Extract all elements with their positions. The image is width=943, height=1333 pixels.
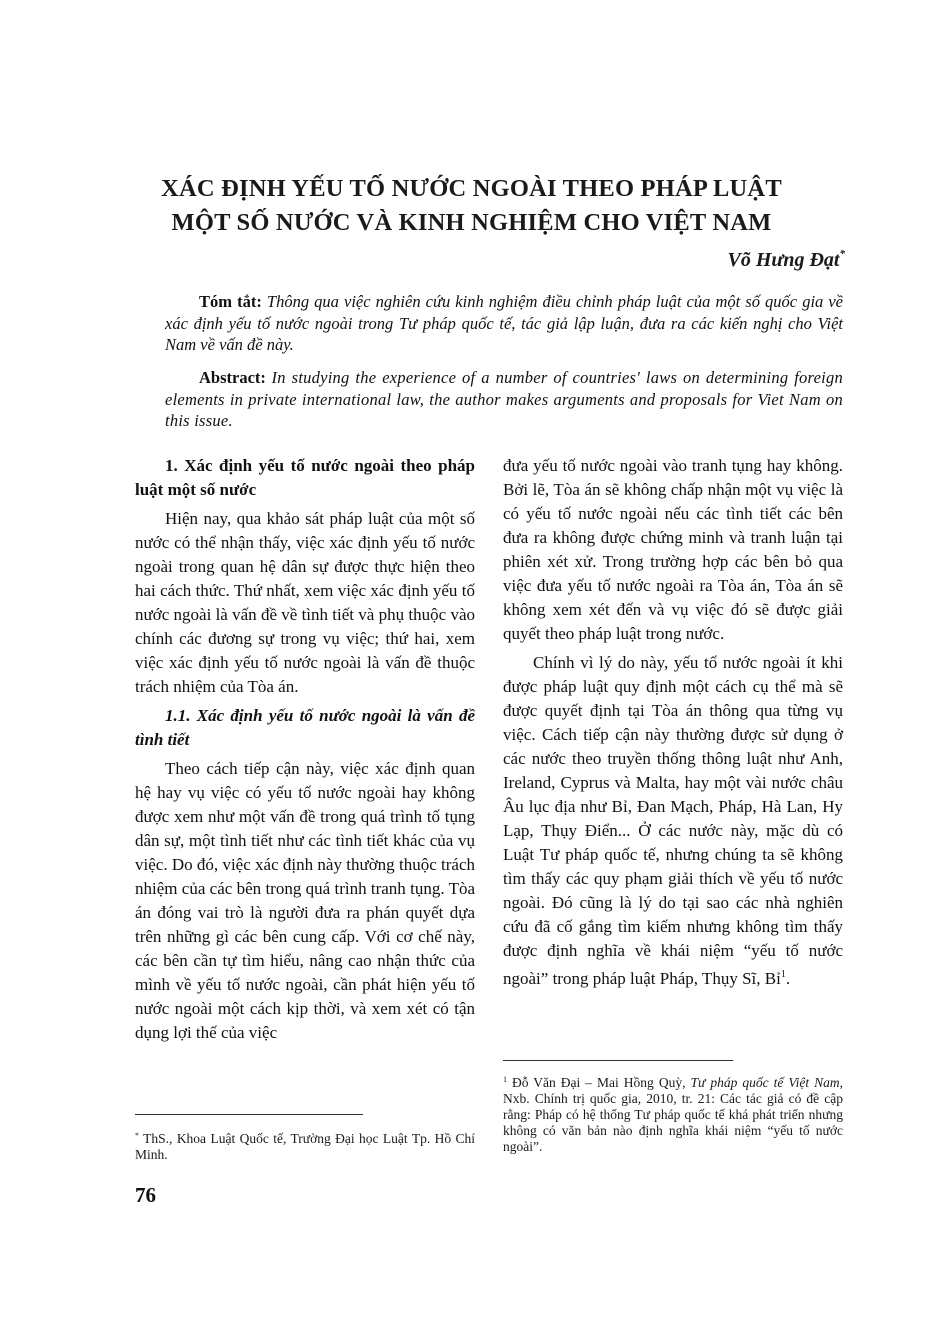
footnote-1-pre: Đỗ Văn Đại – Mai Hồng Quỳ, [507, 1075, 691, 1090]
footnote-divider-right [503, 1060, 733, 1061]
footnote-author [135, 1128, 475, 1163]
author [727, 248, 845, 272]
summary-vi-text: Thông qua việc nghiên cứu kinh nghiệm điều chỉnh pháp luật của một số quốc gia về xác định yếu tố nước ngoài trong Tư pháp quốc tế, tác giả lập luận, đưa ra các kiến nghị cho Việt Nam về vấn đề này. [165, 292, 844, 354]
right-paragraph-2: Chính vì lý do này, yếu tố nước ngoài ít khi được pháp luật quy định một cách cụ thể mà sẽ được quyết định tại Tòa án thông qua từng vụ việc. Cách tiếp cận này thường được sử dụng ở các nước theo truyền thống thông luật như Anh, Ireland, Cyprus và Malta, hay một vài nước châu Âu lục địa như Bỉ, Đan Mạch, Pháp, Hà Lan, Hy Lạp, Thụy Điển... Ở các nước này, mặc dù có Luật Tư pháp quốc tế, nhưng chúng ta sẽ không tìm thấy các quy phạm giải thích về yếu tố nước ngoài. Đó cũng là lý do tại sao các nhà nghiên cứu đã cố gắng tìm kiếm nhưng không tìm thấy được định nghĩa về khái niệm “yếu tố nước ngoài” trong pháp luật Pháp, Thụy Sĩ, Bỉ$^1$. [503, 653, 843, 988]
footnote-ref-1: 1 [780, 969, 786, 980]
left-paragraph-2: Theo cách tiếp cận này, việc xác định quan hệ hay vụ việc có yếu tố nước ngoài hay không được xem như một vấn đề trong quá trình tố tụng dân sự, một tình tiết như các tình tiết khác của vụ việc. Do đó, việc xác định này thường thuộc trách nhiệm của các bên trong quá trình tranh tụng. Tòa án đóng vai trò là người đưa ra phán quyết dựa trên những gì các bên cung cấp. Với cơ chế này, các bên cần tự tìm hiểu, nâng cao nhận thức của mình về yếu tố nước ngoài, cần phát hiện yếu tố nước ngoài một cách kịp thời, và xem xét có tận dụng lợi thế của việc [135, 759, 475, 1042]
right-paragraph-2-text: Chính vì lý do này, yếu tố nước ngoài ít khi được pháp luật quy định một cách cụ thể mà sẽ được quyết định tại Tòa án thông qua từng vụ việc. Cách tiếp cận này thường được sử dụng ở các nước theo truyền thống thông luật như Anh, Ireland, Cyprus và Malta, hay một vài nước châu Âu lục địa như Bỉ, Đan Mạch, Pháp, Hà Lan, Hy Lạp, Thụy Điển... Ở các nước này, mặc dù có Luật Tư pháp quốc tế, nhưng chúng ta sẽ không tìm thấy các quy phạm giải thích về yếu tố nước ngoài. Đó cũng là lý do tại sao các nhà nghiên cứu đã cố gắng tìm kiếm nhưng không tìm thấy được định nghĩa về khái niệm “yếu tố nước ngoài” trong pháp luật Pháp, Thụy Sĩ, Bỉ [503, 653, 843, 988]
footnote-1-mark: 1 [503, 1075, 507, 1084]
author-name: Võ Hưng Đạt [727, 249, 840, 271]
footnote-1-post: , Nxb. Chính trị quốc gia, 2010, tr. 21: Các tác giả có đề cập rằng: Pháp có hệ thống Tư pháp quốc tế khá phát triển nhưng không có văn bản nào định nghĩa khái niệm “yếu tố nước ngoài”. [503, 1075, 844, 1154]
right-paragraph-continued: đưa yếu tố nước ngoài vào tranh tụng hay không. Bởi lẽ, Tòa án sẽ không chấp nhận một vụ việc là có yếu tố nước ngoài nếu các tình tiết các bên đưa ra không được chứng minh và tranh luận tại phiên xét xử. Trong trường hợp các bên bỏ qua việc đưa yếu tố nước ngoài ra Tòa án, Tòa án sẽ không xem xét đến và vụ việc đó sẽ được giải quyết theo pháp luật trong nước. [503, 456, 843, 643]
summary-english [165, 367, 843, 432]
summary-en-label: Abstract: [199, 368, 266, 387]
left-column [135, 454, 475, 1050]
footnote-1 [503, 1072, 843, 1155]
section-heading-1-1: 1.1. Xác định yếu tố nước ngoài là vấn đề tình tiết [135, 706, 475, 749]
summary-en-text: In studying the experience of a number of countries' laws on determining foreign elements in private international law, the author makes arguments and proposals for Viet Nam on this issue. [165, 368, 844, 430]
summary-vietnamese [165, 291, 843, 356]
author-footnote-mark: * [839, 248, 845, 260]
footnote-author-mark: * [135, 1131, 139, 1140]
left-paragraph-1: Hiện nay, qua khảo sát pháp luật của một số nước có thể nhận thấy, việc xác định yếu tố nước ngoài trong quan hệ dân sự được thực hiện theo hai cách thức. Thứ nhất, xem việc xác định yếu tố nước ngoài là vấn đề về tình tiết và phụ thuộc vào chính các đương sự trong vụ việc; thứ hai, xem việc xác định yếu tố nước ngoài là vấn đề thuộc trách nhiệm của Tòa án. [135, 509, 475, 696]
footnote-author-text: ThS., Khoa Luật Quốc tế, Trường Đại học Luật Tp. Hồ Chí Minh. [135, 1131, 475, 1162]
footnote-divider-left [135, 1114, 363, 1115]
page-number: 76 [135, 1183, 156, 1207]
right-column [503, 454, 843, 996]
footnote-1-book-title: Tư pháp quốc tế Việt Nam [690, 1075, 840, 1090]
title-line-1: XÁC ĐỊNH YẾU TỐ NƯỚC NGOÀI THEO PHÁP LUẬT [161, 175, 782, 202]
article-title [100, 172, 843, 240]
title-line-2: MỘT SỐ NƯỚC VÀ KINH NGHIỆM CHO VIỆT NAM [171, 209, 772, 236]
section-heading-1: 1. Xác định yếu tố nước ngoài theo pháp luật một số nước [135, 456, 475, 499]
summary-vi-label: Tóm tắt: [199, 292, 262, 311]
